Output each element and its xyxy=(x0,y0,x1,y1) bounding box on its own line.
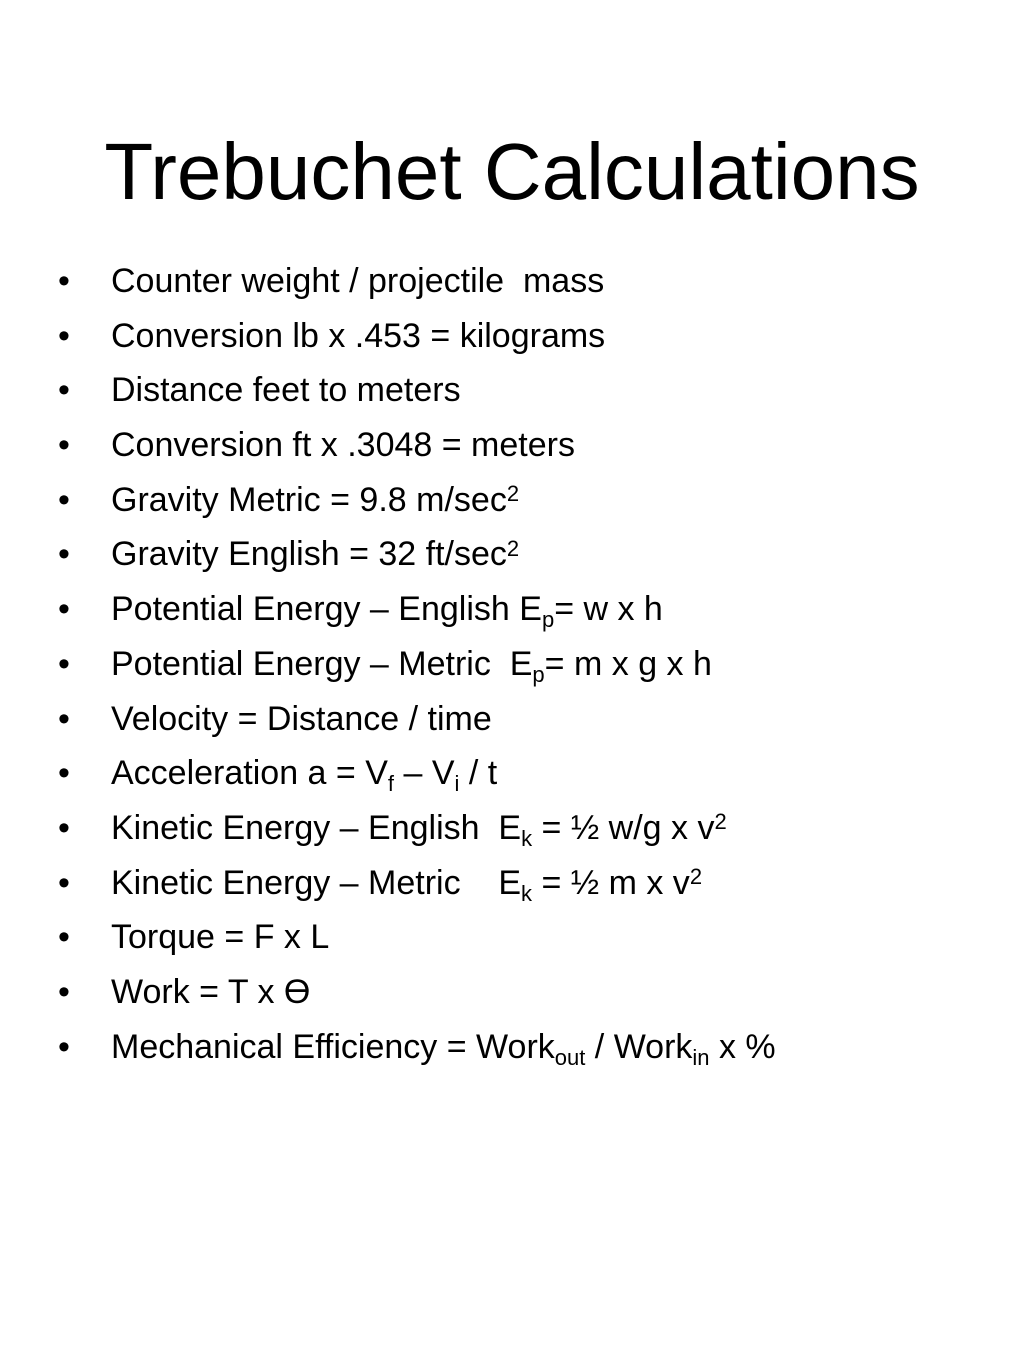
text-segment: Kinetic Energy – English E xyxy=(111,808,522,847)
text-segment: = ½ m x v xyxy=(532,863,690,902)
text-segment: Torque = F x L xyxy=(111,918,330,957)
list-item xyxy=(0,309,1024,364)
text-segment: = m x g x h xyxy=(544,644,712,683)
list-item-text xyxy=(111,1020,776,1075)
text-segment: / Work xyxy=(585,1027,693,1066)
text-segment: Acceleration a = V xyxy=(111,754,388,793)
subscript: out xyxy=(554,1044,586,1070)
text-segment: Gravity English = 32 ft/sec xyxy=(111,535,507,574)
bullet-marker: • xyxy=(58,754,70,793)
bullet-marker: • xyxy=(58,918,70,957)
list-item xyxy=(0,910,1024,965)
text-segment: Distance feet to meters xyxy=(111,371,461,410)
bullet-marker: • xyxy=(58,535,70,574)
list-item xyxy=(0,746,1024,801)
text-segment: Potential Energy – Metric E xyxy=(111,644,533,683)
text-segment: Conversion lb x .453 = kilograms xyxy=(111,316,606,355)
text-segment: = w x h xyxy=(554,590,663,629)
list-item xyxy=(0,1020,1024,1075)
bullet-marker: • xyxy=(58,644,70,683)
text-segment: Counter weight / projectile mass xyxy=(111,262,605,300)
text-segment: Mechanical Efficiency = Work xyxy=(111,1027,555,1066)
list-item xyxy=(0,856,1024,911)
list-item-text xyxy=(111,965,310,1020)
list-item xyxy=(0,692,1024,747)
bullet-marker: • xyxy=(58,808,70,847)
list-item xyxy=(0,637,1024,692)
bullet-marker: • xyxy=(58,262,70,300)
bullet-marker: • xyxy=(58,590,70,629)
list-item xyxy=(0,965,1024,1020)
bullet-marker: • xyxy=(58,480,70,519)
list-item xyxy=(0,801,1024,856)
list-item-text xyxy=(111,637,712,692)
subscript: k xyxy=(521,880,533,906)
subscript: f xyxy=(387,771,395,797)
slide-title: Trebuchet Calculations xyxy=(104,127,920,216)
bullet-list xyxy=(0,254,1024,1074)
list-item-text xyxy=(111,363,461,418)
superscript: 2 xyxy=(689,863,703,889)
list-item-text xyxy=(111,527,519,582)
list-item-text xyxy=(111,910,329,965)
bullet-marker: • xyxy=(58,699,70,738)
text-segment: Potential Energy – English E xyxy=(111,590,542,629)
text-segment: Work = T x Ө xyxy=(111,972,311,1011)
bullet-marker: • xyxy=(58,371,70,410)
subscript: p xyxy=(541,607,555,633)
subscript: i xyxy=(454,771,460,797)
list-item xyxy=(0,582,1024,637)
text-segment: Kinetic Energy – Metric E xyxy=(111,863,522,902)
subscript: p xyxy=(532,661,545,687)
subscript: in xyxy=(692,1044,710,1070)
text-segment: Conversion ft x .3048 = meters xyxy=(111,426,575,465)
list-item-text xyxy=(111,309,605,364)
list-item xyxy=(0,363,1024,418)
superscript: 2 xyxy=(714,808,727,834)
list-item-text xyxy=(111,801,727,856)
list-item-text xyxy=(111,418,575,473)
bullet-marker: • xyxy=(58,863,70,902)
text-segment: = ½ w/g x v xyxy=(532,808,715,847)
bullet-marker: • xyxy=(58,426,70,465)
list-item-text xyxy=(111,254,604,309)
bullet-marker: • xyxy=(58,316,70,355)
text-segment: – V xyxy=(394,754,455,793)
list-item xyxy=(0,527,1024,582)
superscript: 2 xyxy=(506,480,520,506)
bullet-marker: • xyxy=(58,972,70,1011)
list-item xyxy=(0,418,1024,473)
text-segment: / t xyxy=(459,754,498,793)
list-item-text xyxy=(111,746,497,801)
list-item-text xyxy=(111,582,663,637)
list-item-text xyxy=(111,473,519,528)
list-item-text xyxy=(111,856,702,911)
list-item xyxy=(0,254,1024,309)
text-segment: Gravity Metric = 9.8 m/sec xyxy=(111,480,507,519)
list-item-text xyxy=(111,692,492,747)
text-segment: x % xyxy=(709,1027,776,1066)
superscript: 2 xyxy=(506,535,520,561)
list-item xyxy=(0,473,1024,528)
text-segment: Velocity = Distance / time xyxy=(111,699,492,738)
bullet-marker: • xyxy=(58,1027,70,1066)
subscript: k xyxy=(521,825,533,851)
